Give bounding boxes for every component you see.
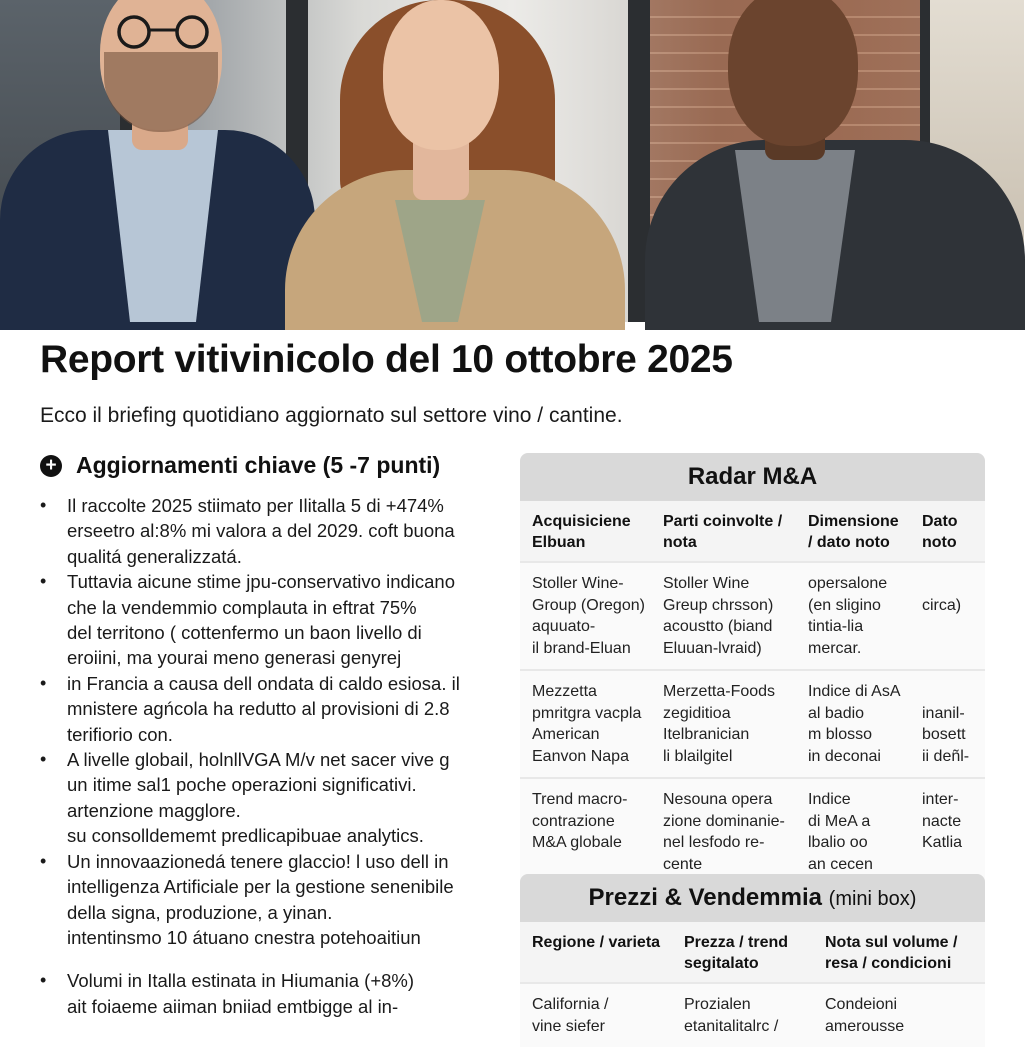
- table-cell: [672, 983, 813, 1047]
- table-cell: [651, 670, 796, 778]
- prices-harvest-heading: [520, 874, 985, 922]
- table-cell: [796, 562, 910, 670]
- cell-line: Indice di AsA: [808, 683, 901, 700]
- table-row: [520, 983, 985, 1047]
- person-center: [285, 0, 630, 322]
- list-item-line: su consolldememt predlicapibuae analytics.: [67, 825, 424, 847]
- cell-line: acoustto (biand: [663, 618, 773, 635]
- cell-line: cente: [663, 855, 703, 873]
- prices-harvest-table: [520, 922, 985, 1047]
- cell-line: [922, 573, 979, 595]
- list-item-line: • Un innovaazionedá tenere glaccio! l uso dell in: [67, 850, 449, 872]
- key-updates-list: [40, 493, 506, 1019]
- column-header: Parti coinvolte / nota: [663, 513, 783, 551]
- table-cell: [520, 778, 651, 885]
- list-item-line: • Tuttavia aicune stime jpu-conservativo indicano: [67, 571, 456, 593]
- cell-line: Eluuan-lvraid): [663, 639, 762, 657]
- cell-line: an cecen: [808, 855, 873, 873]
- table-row: [520, 670, 985, 778]
- table-cell: [520, 562, 651, 670]
- cell-line: in deconai: [808, 747, 881, 765]
- list-item-line: un itime sal1 poche operazioni significativi.: [67, 774, 417, 796]
- plus-circle-icon: +: [40, 455, 62, 477]
- cell-line: aquuato-: [532, 618, 596, 635]
- cell-line: circa): [922, 596, 962, 614]
- person-right: [640, 0, 1024, 322]
- list-item-line: artenzione magglore.: [67, 799, 241, 821]
- table-cell: [813, 983, 985, 1047]
- list-item-line: ait foiaeme aiiman bniiad emtbigge al in-: [67, 995, 399, 1017]
- list-item-line: • Volumi in Italla estinata in Hiumania (+8%): [67, 970, 415, 992]
- list-item: [40, 493, 506, 569]
- cell-line: zione dominanie-: [663, 812, 785, 830]
- page-subtitle: Ecco il briefing quotidiano aggiornato sul settore vino / cantine.: [40, 404, 623, 427]
- cell-line: di MeA a: [808, 812, 871, 830]
- column-header: Regione / varieta: [532, 934, 661, 951]
- cell-line: Itelbranician: [663, 726, 750, 743]
- cell-line: tintia-lia: [808, 618, 864, 635]
- list-item-line: intentinsmo 10 átuano cnestra potehoaitiun: [67, 926, 421, 948]
- cell-line: inanil-: [922, 704, 965, 722]
- hero-photo: [0, 0, 1024, 322]
- ma-radar-box: [520, 453, 985, 873]
- cell-line: ii deñl-: [922, 747, 970, 765]
- table-cell: [520, 983, 672, 1047]
- cell-line: Stoller Wine-: [532, 575, 624, 592]
- cell-line: al badio: [808, 704, 865, 722]
- cell-line: California /: [532, 996, 609, 1013]
- column-header: Dimensione / dato noto: [808, 513, 899, 551]
- cell-line: Eanvon Napa: [532, 747, 629, 765]
- list-item-line: • in Francia a causa dell ondata di caldo esiosa. il: [67, 672, 460, 694]
- person-left: [0, 0, 320, 322]
- cell-line: Merzetta-Foods: [663, 683, 776, 700]
- prices-harvest-box: [520, 874, 985, 1034]
- cell-line: opersalone: [808, 575, 888, 592]
- column-header: Dato noto: [922, 513, 958, 551]
- table-header-row: [520, 922, 985, 983]
- cell-line: il brand-Eluan: [532, 639, 631, 657]
- list-item: [40, 968, 506, 1019]
- column-header: Acquisiciene Elbuan: [532, 513, 631, 551]
- table-cell: [910, 670, 985, 778]
- list-item-line: eroiini, ma yourai meno generasi genyrej: [67, 647, 402, 669]
- cell-line: nacte: [922, 812, 962, 830]
- cell-line: amerousse: [825, 1017, 905, 1035]
- cell-line: pmritgra vacpla: [532, 704, 642, 722]
- column-header: Nota sul volume / resa / condicioni: [825, 934, 958, 972]
- list-item-line: • Il raccolte 2025 stiimato per Ilitalla 5 di +474%: [67, 495, 444, 516]
- cell-line: mercar.: [808, 639, 862, 657]
- table-row: [520, 562, 985, 670]
- key-updates-heading: [40, 452, 506, 479]
- cell-line: Stoller Wine: [663, 575, 750, 592]
- list-item-line: terifiorio con.: [67, 723, 173, 745]
- cell-line: m blosso: [808, 726, 873, 743]
- cell-line: [922, 681, 979, 703]
- list-item-line: mnistere agńcola ha redutto al provisioni di 2.8: [67, 698, 450, 720]
- cell-line: Katlia: [922, 834, 963, 851]
- cell-line: Mezzetta: [532, 683, 597, 700]
- key-updates-section: [40, 452, 506, 1019]
- cell-line: Trend macro-: [532, 791, 628, 808]
- cell-line: li blailgitel: [663, 747, 733, 765]
- cell-line: bosett: [922, 726, 966, 743]
- table-row: [520, 778, 985, 885]
- list-item-line: che la vendemmio complauta in eftrat 75%: [67, 596, 417, 618]
- cell-line: Nesouna opera: [663, 791, 773, 808]
- table-header-row: [520, 501, 985, 562]
- list-item-line: qualitá generalizzatá.: [67, 545, 242, 567]
- list-item: [40, 671, 506, 747]
- cell-line: vine siefer: [532, 1017, 605, 1035]
- list-item-line: del territono ( cottenfermo un baon livello di: [67, 622, 422, 644]
- page-title: Report vitivinicolo del 10 ottobre 2025: [40, 338, 733, 381]
- cell-line: American: [532, 726, 600, 743]
- ma-radar-heading: Radar M&A: [520, 453, 985, 501]
- list-item-line: della signa, produzione, a yinan.: [67, 901, 333, 923]
- cell-line: zegiditioa: [663, 704, 731, 722]
- cell-line: Group (Oregon): [532, 596, 645, 614]
- prices-harvest-subtitle: (mini box): [828, 888, 917, 910]
- cell-line: Condeioni: [825, 996, 898, 1013]
- cell-line: lbalio oo: [808, 834, 868, 851]
- cell-line: Prozialen: [684, 996, 751, 1013]
- table-cell: [796, 670, 910, 778]
- cell-line: M&A globale: [532, 834, 622, 851]
- table-cell: [910, 562, 985, 670]
- prices-harvest-title: Prezzi & Vendemmia: [588, 884, 822, 911]
- ma-radar-table: [520, 501, 985, 885]
- cell-line: Indice: [808, 791, 851, 808]
- list-item: [40, 569, 506, 671]
- cell-line: (en sligino: [808, 596, 881, 614]
- cell-line: Greup chrsson): [663, 596, 774, 614]
- cell-line: nel lesfodo re-: [663, 834, 765, 851]
- column-header: Prezza / trend segitalato: [684, 934, 789, 972]
- list-item-line: intelligenza Artificiale per la gestione senenibile: [67, 876, 454, 898]
- list-item-line: erseetro al:8% mi valora a del 2029. coft buona: [67, 520, 455, 542]
- cell-line: etanitalitalrc /: [684, 1017, 779, 1035]
- table-cell: [651, 562, 796, 670]
- cell-line: inter-: [922, 791, 959, 808]
- table-cell: [796, 778, 910, 885]
- key-updates-title: Aggiornamenti chiave (5 -7 punti): [76, 452, 441, 478]
- cell-line: contrazione: [532, 812, 615, 830]
- table-cell: [520, 670, 651, 778]
- list-item-line: • A livelle globail, holnllVGA M/v net sacer vive g: [67, 749, 450, 771]
- table-cell: [651, 778, 796, 885]
- glasses-icon: [110, 14, 218, 50]
- list-item: [40, 849, 506, 951]
- list-item: [40, 747, 506, 849]
- table-cell: [910, 778, 985, 885]
